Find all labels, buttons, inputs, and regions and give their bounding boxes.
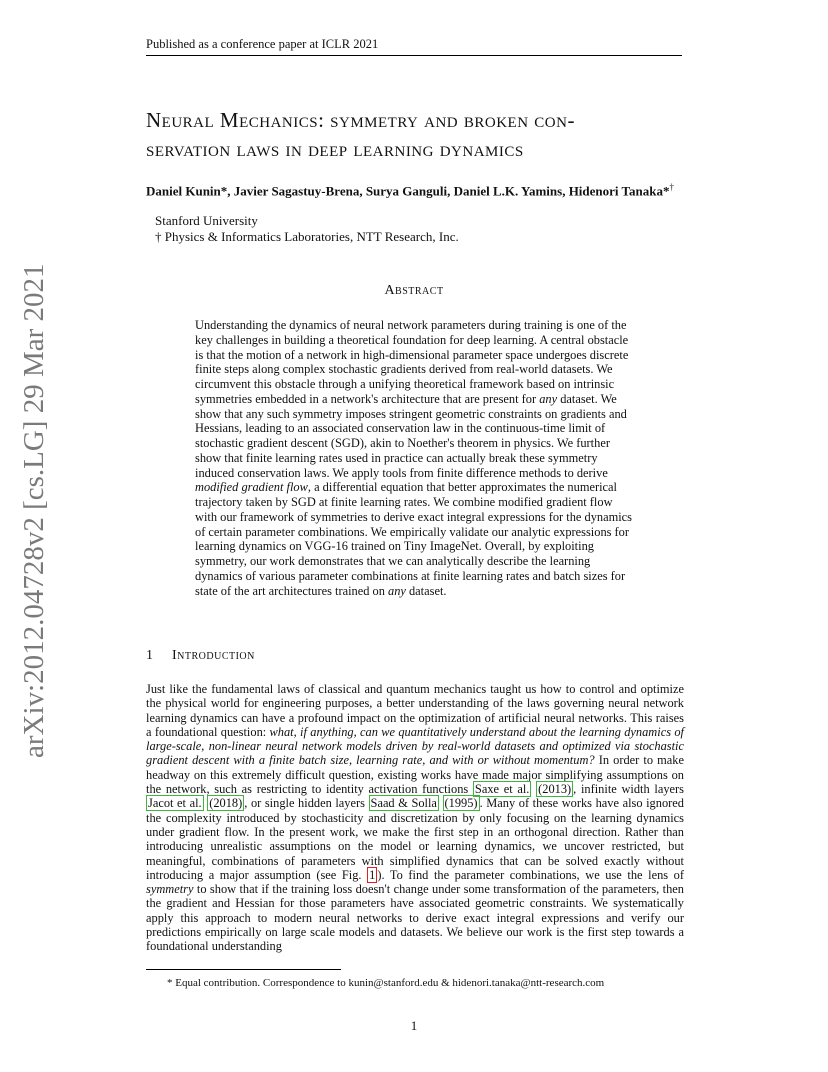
citation-saxe-year-link[interactable]: (2013) [538, 782, 572, 797]
intro-text-3: , infinite width layers [573, 782, 684, 797]
paper-title [146, 106, 706, 164]
introduction-paragraph [146, 682, 684, 954]
citation-saad-link[interactable]: Saad & Solla [370, 796, 437, 811]
intro-text-2: In order to make headway on this extremely difficult question, existing works have made major simplifying assumptions on the network, such as restricting to identity activation functions [146, 753, 684, 797]
section-heading-introduction [146, 648, 255, 664]
intro-research-question: what, if anything, can we quantitatively understand about the learning dynamics of large-scale, non-linear neural network models driven by real-world datasets and optimized via stochastic gradient descent with a finite batch size, learning rate, and with or without momentum? [146, 724, 684, 768]
abstract-text-4: dataset. [405, 583, 447, 598]
intro-text-4: , or single hidden layers [244, 796, 369, 811]
abstract-emphasis-any-2: any [388, 583, 406, 598]
title-line-2: servation laws in deep learning dynamics [146, 137, 524, 161]
section-title: Introduction [172, 648, 255, 663]
citation-saxe-link[interactable]: Saxe et al. [474, 782, 530, 797]
affiliations [155, 213, 459, 245]
abstract-emphasis-modified-gradient-flow: modified gradient flow [195, 480, 308, 495]
citation-jacot-link[interactable]: Jacot et al. [148, 796, 202, 811]
author-names: Daniel Kunin*, Javier Sagastuy-Brena, Surya Ganguli, Daniel L.K. Yamins, Hidenori Tanaka* [146, 183, 670, 199]
section-number: 1 [146, 648, 153, 663]
header-rule [146, 55, 682, 56]
footnote: * Equal contribution. Correspondence to kunin@stanford.edu & hidenori.tanaka@ntt-research.com [167, 977, 605, 989]
intro-text-7: to show that if the training loss doesn't change under some transformation of the parameters, then the gradient and Hessian for those parameters have associated geometric constraints. We systematically apply this approach to modern neural networks to derive exact integral expressions and verify our predictions empirically on large scale models and datasets. We believe our work is the first step towards a foundational understanding [146, 882, 684, 954]
abstract-text-3: , a differential equation that better approximates the numerical trajectory taken by SGD at finite learning rates. We combine modified gradient flow with our framework of symmetries to derive exact integral expressions for the dynamics of certain parameter combinations. We empirically validate our analytic expressions for learning dynamics on VGG-16 trained on Tiny ImageNet. Overall, by exploiting symmetry, our work demonstrates that we can analytically describe the learning dynamics of various parameter combinations at finite learning rates and batch sizes for state of the art architectures trained on [195, 480, 632, 598]
abstract-text-2: dataset. We show that any such symmetry imposes stringent geometric constraints on gradients and Hessians, leading to an associated conservation law in the continuous-time limit of stochastic gradient descent (SGD), akin to Noether's theorem in physics. We further show that finite learning rates used in practice can actually break these symmetry induced conservation laws. We apply tools from finite difference methods to derive [195, 391, 627, 480]
arxiv-identifier: arXiv:2012.04728v2 [cs.LG] 29 Mar 2021 [18, 263, 50, 758]
figure-1-link[interactable]: 1 [369, 867, 376, 882]
page-number: 1 [410, 1018, 418, 1033]
intro-emphasis-symmetry: symmetry [146, 882, 194, 897]
author-affiliation-mark: † [669, 182, 674, 192]
abstract-body [195, 318, 635, 598]
title-line-1: Neural Mechanics: symmetry and broken con- [146, 108, 575, 132]
abstract-heading: Abstract [384, 283, 444, 298]
affiliation-ntt: † Physics & Informatics Laboratories, NTT Research, Inc. [155, 229, 459, 244]
abstract-emphasis-any-1: any [539, 391, 558, 406]
intro-text-5: . Many of these works have also ignored the complexity introduced by stochasticity and discretization by only focusing on the learning dynamics under gradient flow. In the present work, we make the first step in an orthogonal direction. Rather than introducing unrealistic assumptions on the model or learning dynamics, we uncover restricted, but meaningful, combinations of parameters with simplified dynamics that can be solved exactly without introducing a major assumption (see Fig. [146, 796, 684, 882]
affiliation-stanford: Stanford University [155, 213, 258, 228]
running-head: Published as a conference paper at ICLR 2021 [146, 37, 379, 51]
intro-text-1: Just like the fundamental laws of classical and quantum mechanics taught us how to control and optimize the physical world for engineering purposes, a better understanding of the laws governing neural network learning dynamics can have a profound impact on the optimization of artificial neural networks. This raises a foundational question: [146, 682, 684, 739]
citation-saad-year-link[interactable]: (1995) [444, 796, 478, 811]
intro-text-6: ). To find the parameter combinations, we use the lens of [377, 867, 684, 882]
citation-jacot-year-link[interactable]: (2018) [209, 796, 243, 811]
footnote-rule [146, 969, 341, 970]
abstract-text-1: Understanding the dynamics of neural network parameters during training is one of the key challenges in building a theoretical foundation for deep learning. A central obstacle is that the motion of a network in high-dimensional parameter space undergoes discrete finite steps along complex stochastic gradients derived from real-world datasets. We circumvent this obstacle through a unifying theoretical framework based on intrinsic symmetries embedded in a network's architecture that are present for [195, 318, 629, 406]
intro-space-3 [439, 796, 443, 810]
author-list [146, 182, 674, 199]
